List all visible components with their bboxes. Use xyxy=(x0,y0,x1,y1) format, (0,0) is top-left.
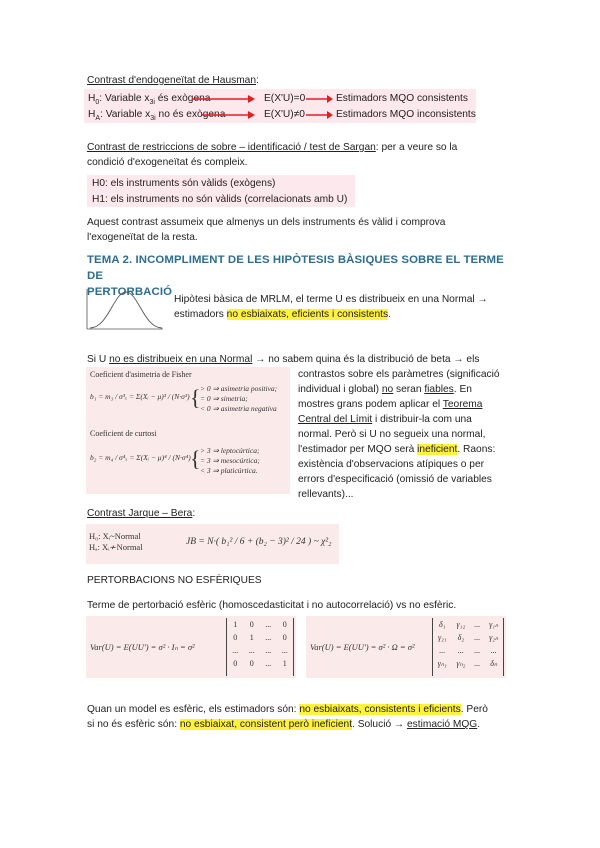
matrix-cell: γₙ₁ xyxy=(437,659,447,668)
sargan-h0: H0: els instruments són vàlids (exògens) xyxy=(92,178,276,189)
matrix-cell: ... xyxy=(474,633,481,642)
matrix-cell: ... xyxy=(281,646,288,655)
hausman-h1-conclusion: Estimadors MQO inconsistents xyxy=(336,109,476,120)
matrix-cell: 0 xyxy=(233,659,238,668)
fisher-title: Coeficient d'asimetria de Fisher xyxy=(90,370,192,379)
matrix-cell: γ₂ₙ xyxy=(489,633,499,642)
normal-curve-icon xyxy=(86,288,164,330)
jarque-bera-title: Contrast Jarque – Bera xyxy=(87,508,193,519)
matrix-row xyxy=(227,644,293,657)
highlight-properties: no esbiaixats, eficients i consistents xyxy=(226,309,389,320)
matrix-cell: ... xyxy=(474,620,481,629)
matrix-row xyxy=(227,657,293,670)
matrix-cell: δ₂ xyxy=(457,633,465,642)
matrix-cell: 1 xyxy=(233,620,238,629)
spherical-matrix xyxy=(226,618,294,676)
sargan-intro: Contrast de restriccions de sobre – identificació / test de Sargan: per a veure so la condició d'exogeneïtat és compleix. xyxy=(87,142,458,168)
matrix-cell: γₙ₂ xyxy=(456,659,466,668)
highlight-nonspherical-properties: no esbiaixat, consistent però ineficient xyxy=(179,719,353,730)
nonspherical-lhs: Var(U) = E(UU') = σ² · Ω = σ² xyxy=(310,642,415,652)
spherical-matrix-table xyxy=(227,618,293,670)
sargan-h1: H1: els instruments no són vàlids (correlacionats amb U) xyxy=(92,194,348,205)
matrix-cell: 0 xyxy=(249,659,254,668)
matrix-cell: ... xyxy=(439,646,446,655)
matrix-cell: 1 xyxy=(249,633,254,642)
hausman-h0-result: E(X'U)=0 xyxy=(264,93,306,104)
tema2-heading: TEMA 2. INCOMPLIMENT DE LES HIPÒTESIS BÀSIQUES SOBRE EL TERME DE PERTORBACIÓ xyxy=(87,254,504,298)
matrix-cell: ... xyxy=(265,659,272,668)
fisher-cases: > 0 ⇒ asimetria positiva; = 0 ⇒ simetria; < 0 ⇒ asimetria negativa xyxy=(200,384,278,413)
hausman-h0-conclusion: Estimadors MQO consistents xyxy=(336,93,468,104)
matrix-cell: 0 xyxy=(282,633,287,642)
spherical-lhs: Var(U) = E(UU') = σ² · Iₙ = σ² xyxy=(90,642,195,652)
matrix-cell: γ₁₂ xyxy=(456,620,466,629)
hausman-h1-row: $H_A$: Variable $x_{3i}$ no és exògena xyxy=(88,109,226,123)
hausman-h1-arrow1-icon xyxy=(202,110,256,120)
hausman-title-line: Contrast d'endogeneïtat de Hausman: xyxy=(87,75,259,86)
nonspherical-conclusion: Quan un model es esfèric, els estimadors són: no esbiaixats, consistents i eficients. Però si no és esfèric són: no esbiaixat, consistent però ineficient. Solució → estimació MQG. xyxy=(87,704,488,730)
matrix-row xyxy=(433,631,503,644)
matrix-cell: ... xyxy=(265,646,272,655)
matrix-cell: ... xyxy=(490,646,497,655)
nonspherical-matrix xyxy=(432,618,504,676)
matrix-cell: ... xyxy=(248,646,255,655)
matrix-cell: γ₁ₙ xyxy=(489,620,499,629)
nonnormal-explanation: contrastos sobre els paràmetres (significació individual i global) no seran fiables. En mostres grans podem aplicar el Teorema Central del Límit i distribuir-la com una normal. Però si U no segueix una normal, l'estimador per MQO serà ineficient. Raons: existència d'observacions atípiques o per errors d'especificació (omissió de variables rellevants)... xyxy=(298,369,500,500)
matrix-cell: γ₂₁ xyxy=(437,633,447,642)
fisher-brace: { xyxy=(190,385,201,410)
nonspherical-matrix-table xyxy=(433,618,503,670)
tema2-hypothesis: Hipòtesi bàsica de MRLM, el terme U es distribueix en una Normal → estimadors no esbiaixats, eficients i consistents. xyxy=(174,294,488,320)
matrix-cell: ... xyxy=(265,620,272,629)
matrix-cell: δₙ xyxy=(490,659,498,668)
sargan-note: Aquest contrast assumeix que almenys un dels instruments és vàlid i comprova l'exogeneïtat de la resta. xyxy=(87,217,446,243)
nonspherical-intro: Terme de pertorbació esfèric (homoscedasticitat i no autocorrelació) vs no esfèric. xyxy=(87,600,457,611)
matrix-row xyxy=(433,618,503,631)
matrix-cell: 0 xyxy=(233,633,238,642)
jarque-bera-formula: JB = N·( b₁² / 6 + (b₂ − 3)² / 24 ) ~ χ²₂ xyxy=(186,537,332,547)
hausman-h0-arrow1-icon xyxy=(192,94,256,104)
matrix-row xyxy=(227,631,293,644)
hausman-h0-row: $H_0$: Variable $x_{3i}$ és exògena xyxy=(88,93,211,107)
matrix-row xyxy=(433,644,503,657)
hausman-title: Contrast d'endogeneïtat de Hausman xyxy=(87,75,257,86)
fisher-formula: b₁ = m₃ / σ³ₓ = Σ(Xᵢ − μ)³ / (N·σ³) xyxy=(90,392,190,401)
kurtosis-cases: > 3 ⇒ leptocúrtica; = 3 ⇒ mesocúrtica; < 3 ⇒ platicúrtica. xyxy=(200,446,260,475)
matrix-row xyxy=(433,657,503,670)
kurtosis-brace: { xyxy=(190,446,201,471)
matrix-cell: δ₁ xyxy=(439,620,446,629)
matrix-cell: 0 xyxy=(282,620,287,629)
nonspherical-matrix-box xyxy=(306,616,506,678)
fisher-kurtosis-box xyxy=(86,367,290,494)
spherical-matrix-box xyxy=(86,616,296,678)
jarque-bera-box xyxy=(86,524,339,564)
matrix-cell: ... xyxy=(457,646,464,655)
hausman-h1-result: E(X'U)≠0 xyxy=(264,109,305,120)
matrix-cell: ... xyxy=(474,659,481,668)
nonspherical-heading: PERTORBACIONS NO ESFÈRIQUES xyxy=(87,575,262,586)
matrix-cell: 1 xyxy=(282,659,287,668)
sargan-title: Contrast de restriccions de sobre – identificació / test de Sargan xyxy=(87,142,376,153)
highlight-ineficient: ineficient xyxy=(417,444,458,455)
jarque-bera-hypotheses: H₀: Xᵢ~Normal Hₐ: Xᵢ≁Normal xyxy=(89,531,143,552)
kurtosis-formula: b₂ = m₄ / σ⁴ₓ = Σ(Xᵢ − μ)⁴ / (N·σ⁴) xyxy=(90,453,191,462)
highlight-spherical-properties: no esbiaixats, consistents i eficients xyxy=(299,704,461,715)
matrix-cell: 0 xyxy=(249,620,254,629)
matrix-cell: ... xyxy=(232,646,239,655)
matrix-cell: ... xyxy=(265,633,272,642)
hausman-h0-arrow2-icon xyxy=(306,94,334,104)
kurtosis-title: Coeficient de curtosi xyxy=(90,429,157,438)
jarque-bera-title-line: Contrast Jarque – Bera: xyxy=(87,508,196,519)
matrix-cell: ... xyxy=(474,646,481,655)
nonnormal-line1: Si U no es distribueix en una Normal → no sabem quina és la distribució de beta → els xyxy=(87,354,480,365)
hausman-h1-arrow2-icon xyxy=(306,110,334,120)
matrix-row xyxy=(227,618,293,631)
